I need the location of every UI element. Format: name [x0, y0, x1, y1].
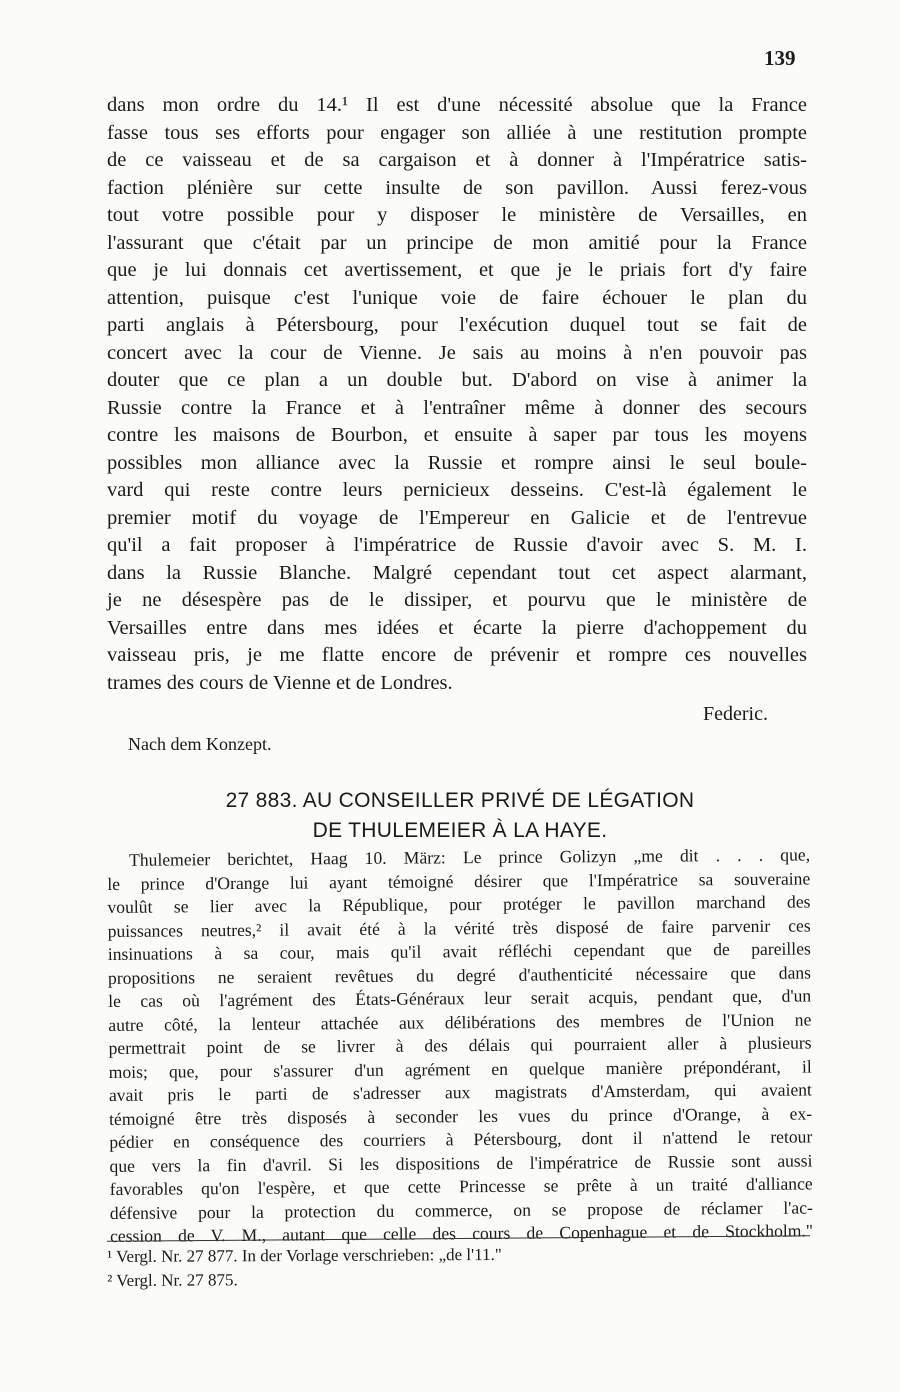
letter-line: vaisseau pris, je me flatte encore de prévenir et rompre ces nouvelles: [107, 644, 807, 666]
report-line: mois; que, pour s'assurer d'un agrément en quelque manière prépondérant, il: [108, 1055, 812, 1082]
report-line: voulût se lier avec la République, pour protéger le pavillon marchand des: [107, 891, 811, 917]
report-line: propositions ne seraient revêtues du degré d'authenticité nécessaire que dans: [107, 961, 812, 988]
letter-line: trames des cours de Vienne et de Londres.: [107, 671, 453, 694]
report-summary: [107, 843, 813, 1248]
document-heading: [110, 786, 810, 846]
letter-line: attention, puisque c'est l'unique voie de faire échouer le plan du: [107, 286, 807, 309]
footnote-1: ¹ Vergl. Nr. 27 877. In der Vorlage verschrieben: „de l'11.": [107, 1244, 502, 1266]
letter-line: tout votre possible pour y disposer le ministère de Versailles, en: [107, 204, 807, 226]
letter-line: Versailles entre dans mes idées et écarte la pierre d'achoppement du: [107, 616, 807, 639]
report-line: Thulemeier berichtet, Haag 10. März: Le prince Golizyn „me dit . . . que,: [129, 844, 811, 870]
letter-line: concert avec la cour de Vienne. Je sais au moins à n'en pouvoir pas: [107, 341, 807, 364]
letter-line: que je lui donnais cet avertissement, et que je le priais fort d'y faire: [107, 259, 807, 281]
letter-line: parti anglais à Pétersbourg, pour l'exécution duquel tout se fait de: [107, 314, 807, 336]
letter-line: possibles mon alliance avec la Russie et rompre ainsi le seul boule-: [107, 451, 807, 474]
letter-line: premier motif du voyage de l'Empereur en Galicie et de l'entrevue: [107, 506, 807, 529]
letter-line: dans la Russie Blanche. Malgré cependant tout cet aspect alarmant,: [107, 561, 807, 584]
footnote-2: ² Vergl. Nr. 27 875.: [107, 1270, 238, 1290]
letter-line: Russie contre la France et à l'entraîner même à donner des secours: [107, 396, 807, 419]
letter-line: je ne désespère pas de le dissiper, et pourvu que le ministère de: [107, 589, 807, 611]
report-line: permettrait point de se livrer à des délais qui pourraient aller à plusieurs: [108, 1032, 812, 1058]
report-line: le cas où l'agrément des États-Généraux leur serait acquis, pendant que, d'un: [108, 985, 812, 1011]
report-line: favorables qu'on l'espère, et que cette Princesse se prête à un traité d'alliance: [109, 1173, 813, 1199]
source-note: Nach dem Konzept.: [128, 734, 272, 754]
report-line: défensive pour la protection du commerce, on se propose de réclamer l'ac-: [109, 1196, 813, 1223]
footnotes: [107, 1241, 807, 1293]
page-number: 139: [764, 46, 796, 70]
letter-line: qu'il a fait proposer à l'impératrice de Russie d'avoir avec S. M. I.: [107, 534, 807, 556]
report-line: que vers la fin d'avril. Si les dispositions de l'impératrice de Russie sont aussi: [109, 1149, 813, 1176]
letter-line: l'assurant que c'était par un principe de mon amitié pour la France: [107, 231, 807, 254]
letter-line: faction plénière sur cette insulte de son pavillon. Aussi ferez-vous: [107, 176, 807, 199]
letter-line: fasse tous ses efforts pour engager son alliée à une restitution prompte: [107, 121, 807, 144]
report-line: avait pris le parti de s'adresser aux magistrats d'Amsterdam, qui avaient: [108, 1079, 812, 1105]
report-line: pédier en conséquence des courriers à Pétersbourg, dont il n'attend le retour: [109, 1126, 813, 1152]
report-line: témoigné être très disposés à seconder les vues du prince d'Orange, à ex-: [109, 1102, 813, 1129]
letter-line: dans mon ordre du 14.¹ Il est d'une nécessité absolue que la France: [107, 94, 807, 116]
report-line: insinuations à sa cour, mais qu'il avait réfléchi cependant que de pareilles: [107, 938, 811, 964]
report-line: le prince d'Orange lui ayant témoigné désirer que l'Impératrice sa souveraine: [107, 867, 811, 894]
letter-line: contre les maisons de Bourbon, et ensuite à saper par tous les moyens: [107, 424, 807, 446]
heading-line-1: 27 883. AU CONSEILLER PRIVÉ DE LÉGATION: [225, 789, 695, 812]
letter-body: [107, 92, 807, 697]
letter-line: douter que ce plan a un double but. D'abord on vise à animer la: [107, 369, 807, 391]
signature: Federic.: [703, 703, 768, 725]
report-line: cession de V. M., autant que celle des cours de Copenhague et de Stockholm.": [109, 1220, 814, 1246]
report-line: puissances neutres,² il avait été à la vérité très disposé de faire parvenir ces: [107, 914, 811, 941]
report-line: autre côté, la lenteur attachée aux délibérations des membres de l'Union ne: [108, 1008, 812, 1035]
letter-line: vard qui reste contre leurs pernicieux desseins. C'est-là également le: [107, 479, 807, 501]
letter-line: de ce vaisseau et de sa cargaison et à donner à l'Impératrice satis-: [107, 149, 807, 171]
heading-line-2: DE THULEMEIER À LA HAYE.: [312, 819, 608, 842]
